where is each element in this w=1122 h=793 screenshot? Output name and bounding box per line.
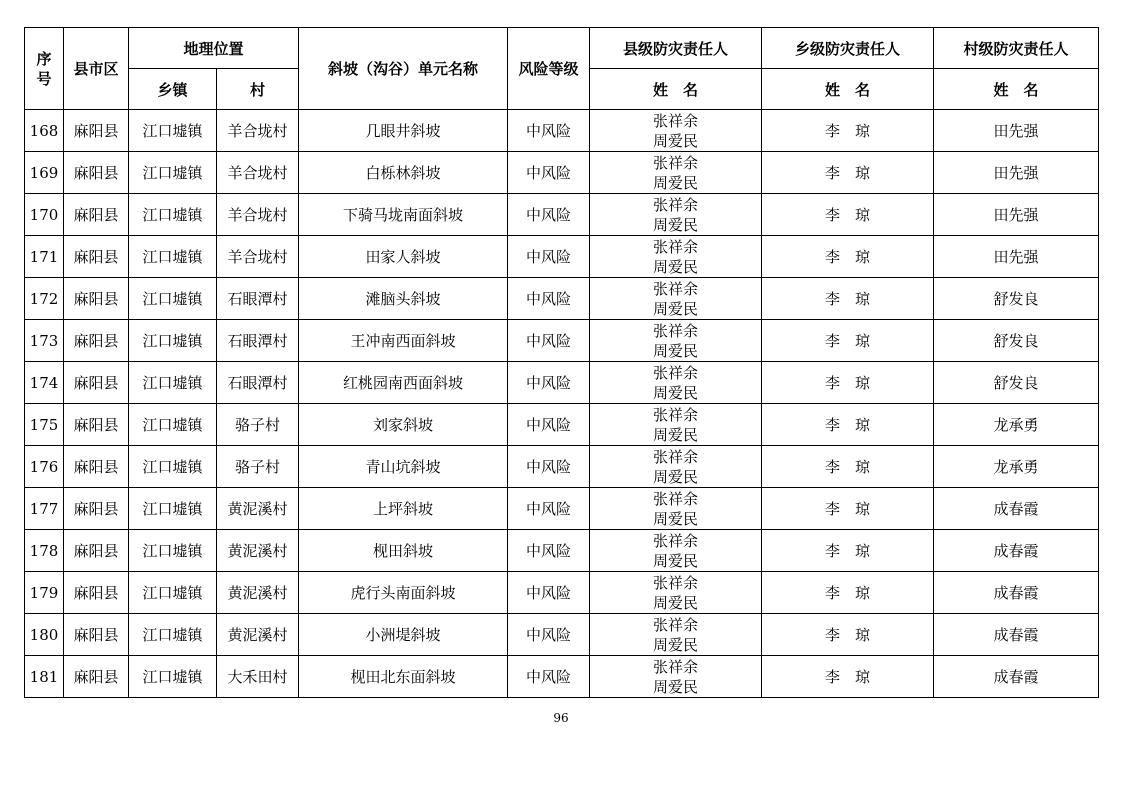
county-responsible-cell bbox=[590, 404, 762, 446]
header-county-responsible: 县级防灾责任人 bbox=[590, 28, 762, 69]
risk-level-cell: 中风险 bbox=[508, 236, 590, 278]
village-responsible-cell: 田先强 bbox=[934, 194, 1099, 236]
row-number: 169 bbox=[25, 152, 64, 194]
risk-level-cell: 中风险 bbox=[508, 614, 590, 656]
county-responsible-name: 周爱民 bbox=[652, 257, 698, 276]
county-responsible-name: 周爱民 bbox=[652, 299, 698, 318]
risk-level-cell: 中风险 bbox=[508, 278, 590, 320]
table-row bbox=[25, 320, 1099, 362]
village-responsible-cell: 成春霞 bbox=[934, 488, 1099, 530]
village-cell: 黄泥溪村 bbox=[217, 488, 299, 530]
slope-name-cell: 白栎林斜坡 bbox=[299, 152, 508, 194]
row-number: 173 bbox=[25, 320, 64, 362]
county-cell: 麻阳县 bbox=[64, 656, 129, 698]
village-cell: 骆子村 bbox=[217, 404, 299, 446]
row-number: 174 bbox=[25, 362, 64, 404]
village-responsible-cell: 成春霞 bbox=[934, 656, 1099, 698]
village-cell: 羊合垅村 bbox=[217, 110, 299, 152]
row-number: 171 bbox=[25, 236, 64, 278]
village-responsible-cell: 舒发良 bbox=[934, 362, 1099, 404]
risk-level-cell: 中风险 bbox=[508, 194, 590, 236]
slope-name-cell: 枧田斜坡 bbox=[299, 530, 508, 572]
county-cell: 麻阳县 bbox=[64, 572, 129, 614]
county-responsible-name: 张祥余 bbox=[652, 195, 698, 214]
county-responsible-name: 周爱民 bbox=[652, 383, 698, 402]
risk-level-cell: 中风险 bbox=[508, 572, 590, 614]
county-responsible-name: 张祥余 bbox=[652, 321, 698, 340]
county-responsible-name: 张祥余 bbox=[652, 279, 698, 298]
table-row bbox=[25, 446, 1099, 488]
table-row bbox=[25, 110, 1099, 152]
town-responsible-cell: 李 琼 bbox=[762, 572, 934, 614]
village-cell: 黄泥溪村 bbox=[217, 572, 299, 614]
county-responsible-cell bbox=[590, 320, 762, 362]
village-responsible-cell: 舒发良 bbox=[934, 320, 1099, 362]
county-responsible-cell bbox=[590, 278, 762, 320]
risk-level-cell: 中风险 bbox=[508, 404, 590, 446]
slope-name-cell: 小洲堤斜坡 bbox=[299, 614, 508, 656]
town-responsible-cell: 李 琼 bbox=[762, 488, 934, 530]
county-cell: 麻阳县 bbox=[64, 488, 129, 530]
township-cell: 江口墟镇 bbox=[129, 614, 217, 656]
header-name-village: 姓 名 bbox=[934, 69, 1099, 110]
county-responsible-name: 张祥余 bbox=[652, 615, 698, 634]
village-responsible-cell: 龙承勇 bbox=[934, 446, 1099, 488]
county-cell: 麻阳县 bbox=[64, 278, 129, 320]
header-name-county: 姓 名 bbox=[590, 69, 762, 110]
slope-name-cell: 红桃园南西面斜坡 bbox=[299, 362, 508, 404]
town-responsible-cell: 李 琼 bbox=[762, 404, 934, 446]
county-responsible-cell bbox=[590, 362, 762, 404]
township-cell: 江口墟镇 bbox=[129, 152, 217, 194]
county-responsible-name: 周爱民 bbox=[652, 677, 698, 696]
county-responsible-name: 周爱民 bbox=[652, 215, 698, 234]
town-responsible-cell: 李 琼 bbox=[762, 110, 934, 152]
county-responsible-cell bbox=[590, 656, 762, 698]
county-responsible-name: 张祥余 bbox=[652, 405, 698, 424]
county-responsible-name: 张祥余 bbox=[652, 153, 698, 172]
town-responsible-cell: 李 琼 bbox=[762, 656, 934, 698]
township-cell: 江口墟镇 bbox=[129, 278, 217, 320]
row-number: 177 bbox=[25, 488, 64, 530]
slope-name-cell: 虎行头南面斜坡 bbox=[299, 572, 508, 614]
table-row bbox=[25, 236, 1099, 278]
table-row bbox=[25, 656, 1099, 698]
slope-name-cell: 滩脑头斜坡 bbox=[299, 278, 508, 320]
village-responsible-cell: 成春霞 bbox=[934, 614, 1099, 656]
slope-name-cell: 王冲南西面斜坡 bbox=[299, 320, 508, 362]
header-seq: 序号 bbox=[25, 28, 64, 110]
row-number: 178 bbox=[25, 530, 64, 572]
county-responsible-cell bbox=[590, 530, 762, 572]
slope-name-cell: 枧田北东面斜坡 bbox=[299, 656, 508, 698]
township-cell: 江口墟镇 bbox=[129, 572, 217, 614]
village-responsible-cell: 成春霞 bbox=[934, 530, 1099, 572]
county-responsible-cell bbox=[590, 446, 762, 488]
table-row bbox=[25, 572, 1099, 614]
table-body bbox=[25, 110, 1099, 698]
village-responsible-cell: 田先强 bbox=[934, 110, 1099, 152]
risk-level-cell: 中风险 bbox=[508, 362, 590, 404]
village-cell: 羊合垅村 bbox=[217, 152, 299, 194]
table-row bbox=[25, 194, 1099, 236]
county-responsible-cell bbox=[590, 614, 762, 656]
county-cell: 麻阳县 bbox=[64, 320, 129, 362]
township-cell: 江口墟镇 bbox=[129, 404, 217, 446]
row-number: 179 bbox=[25, 572, 64, 614]
slope-name-cell: 几眼井斜坡 bbox=[299, 110, 508, 152]
county-responsible-cell bbox=[590, 152, 762, 194]
county-cell: 麻阳县 bbox=[64, 446, 129, 488]
county-responsible-name: 张祥余 bbox=[652, 531, 698, 550]
county-responsible-name: 张祥余 bbox=[652, 489, 698, 508]
slope-name-cell: 上坪斜坡 bbox=[299, 488, 508, 530]
village-responsible-cell: 田先强 bbox=[934, 236, 1099, 278]
county-responsible-name: 周爱民 bbox=[652, 425, 698, 444]
risk-level-cell: 中风险 bbox=[508, 446, 590, 488]
town-responsible-cell: 李 琼 bbox=[762, 194, 934, 236]
county-responsible-name: 周爱民 bbox=[652, 551, 698, 570]
village-responsible-cell: 舒发良 bbox=[934, 278, 1099, 320]
township-cell: 江口墟镇 bbox=[129, 110, 217, 152]
town-responsible-cell: 李 琼 bbox=[762, 236, 934, 278]
row-number: 181 bbox=[25, 656, 64, 698]
county-responsible-cell bbox=[590, 236, 762, 278]
responsibility-table bbox=[24, 27, 1099, 698]
slope-name-cell: 下骑马垅南面斜坡 bbox=[299, 194, 508, 236]
table-row bbox=[25, 152, 1099, 194]
risk-level-cell: 中风险 bbox=[508, 530, 590, 572]
county-cell: 麻阳县 bbox=[64, 152, 129, 194]
town-responsible-cell: 李 琼 bbox=[762, 278, 934, 320]
county-cell: 麻阳县 bbox=[64, 404, 129, 446]
table-row bbox=[25, 614, 1099, 656]
village-cell: 石眼潭村 bbox=[217, 320, 299, 362]
township-cell: 江口墟镇 bbox=[129, 362, 217, 404]
risk-level-cell: 中风险 bbox=[508, 488, 590, 530]
risk-level-cell: 中风险 bbox=[508, 110, 590, 152]
row-number: 175 bbox=[25, 404, 64, 446]
village-cell: 羊合垅村 bbox=[217, 236, 299, 278]
county-responsible-name: 张祥余 bbox=[652, 573, 698, 592]
table-row bbox=[25, 530, 1099, 572]
village-cell: 石眼潭村 bbox=[217, 362, 299, 404]
county-cell: 麻阳县 bbox=[64, 236, 129, 278]
table-row bbox=[25, 404, 1099, 446]
county-responsible-name: 张祥余 bbox=[652, 237, 698, 256]
header-slope-name: 斜坡（沟谷）单元名称 bbox=[299, 28, 508, 110]
row-number: 172 bbox=[25, 278, 64, 320]
county-responsible-name: 周爱民 bbox=[652, 635, 698, 654]
county-cell: 麻阳县 bbox=[64, 614, 129, 656]
town-responsible-cell: 李 琼 bbox=[762, 530, 934, 572]
town-responsible-cell: 李 琼 bbox=[762, 362, 934, 404]
county-responsible-name: 张祥余 bbox=[652, 657, 698, 676]
slope-name-cell: 刘家斜坡 bbox=[299, 404, 508, 446]
town-responsible-cell: 李 琼 bbox=[762, 152, 934, 194]
village-responsible-cell: 成春霞 bbox=[934, 572, 1099, 614]
header-location: 地理位置 bbox=[129, 28, 299, 69]
county-responsible-cell bbox=[590, 572, 762, 614]
county-responsible-cell bbox=[590, 110, 762, 152]
county-cell: 麻阳县 bbox=[64, 110, 129, 152]
header-township: 乡镇 bbox=[129, 69, 217, 110]
header-village-responsible: 村级防灾责任人 bbox=[934, 28, 1099, 69]
header-name-town: 姓 名 bbox=[762, 69, 934, 110]
risk-level-cell: 中风险 bbox=[508, 320, 590, 362]
county-responsible-name: 张祥余 bbox=[652, 363, 698, 382]
slope-name-cell: 青山坑斜坡 bbox=[299, 446, 508, 488]
county-responsible-cell bbox=[590, 194, 762, 236]
row-number: 170 bbox=[25, 194, 64, 236]
village-cell: 骆子村 bbox=[217, 446, 299, 488]
county-responsible-name: 张祥余 bbox=[652, 111, 698, 130]
township-cell: 江口墟镇 bbox=[129, 656, 217, 698]
table-row bbox=[25, 278, 1099, 320]
township-cell: 江口墟镇 bbox=[129, 488, 217, 530]
header-village: 村 bbox=[217, 69, 299, 110]
risk-level-cell: 中风险 bbox=[508, 656, 590, 698]
row-number: 180 bbox=[25, 614, 64, 656]
slope-name-cell: 田家人斜坡 bbox=[299, 236, 508, 278]
county-responsible-name: 周爱民 bbox=[652, 467, 698, 486]
town-responsible-cell: 李 琼 bbox=[762, 614, 934, 656]
county-responsible-name: 周爱民 bbox=[652, 593, 698, 612]
table-row bbox=[25, 488, 1099, 530]
risk-level-cell: 中风险 bbox=[508, 152, 590, 194]
row-number: 168 bbox=[25, 110, 64, 152]
village-cell: 黄泥溪村 bbox=[217, 530, 299, 572]
header-county: 县市区 bbox=[64, 28, 129, 110]
township-cell: 江口墟镇 bbox=[129, 530, 217, 572]
township-cell: 江口墟镇 bbox=[129, 236, 217, 278]
township-cell: 江口墟镇 bbox=[129, 320, 217, 362]
row-number: 176 bbox=[25, 446, 64, 488]
village-cell: 石眼潭村 bbox=[217, 278, 299, 320]
page-number: 96 bbox=[553, 711, 569, 725]
township-cell: 江口墟镇 bbox=[129, 446, 217, 488]
village-cell: 黄泥溪村 bbox=[217, 614, 299, 656]
town-responsible-cell: 李 琼 bbox=[762, 446, 934, 488]
header-town-responsible: 乡级防灾责任人 bbox=[762, 28, 934, 69]
village-cell: 羊合垅村 bbox=[217, 194, 299, 236]
county-cell: 麻阳县 bbox=[64, 194, 129, 236]
county-responsible-name: 周爱民 bbox=[652, 341, 698, 360]
village-cell: 大禾田村 bbox=[217, 656, 299, 698]
header-risk-level: 风险等级 bbox=[508, 28, 590, 110]
township-cell: 江口墟镇 bbox=[129, 194, 217, 236]
county-cell: 麻阳县 bbox=[64, 530, 129, 572]
county-cell: 麻阳县 bbox=[64, 362, 129, 404]
town-responsible-cell: 李 琼 bbox=[762, 320, 934, 362]
village-responsible-cell: 田先强 bbox=[934, 152, 1099, 194]
village-responsible-cell: 龙承勇 bbox=[934, 404, 1099, 446]
county-responsible-name: 张祥余 bbox=[652, 447, 698, 466]
table-row bbox=[25, 362, 1099, 404]
county-responsible-name: 周爱民 bbox=[652, 173, 698, 192]
county-responsible-name: 周爱民 bbox=[652, 509, 698, 528]
county-responsible-cell bbox=[590, 488, 762, 530]
county-responsible-name: 周爱民 bbox=[652, 131, 698, 150]
